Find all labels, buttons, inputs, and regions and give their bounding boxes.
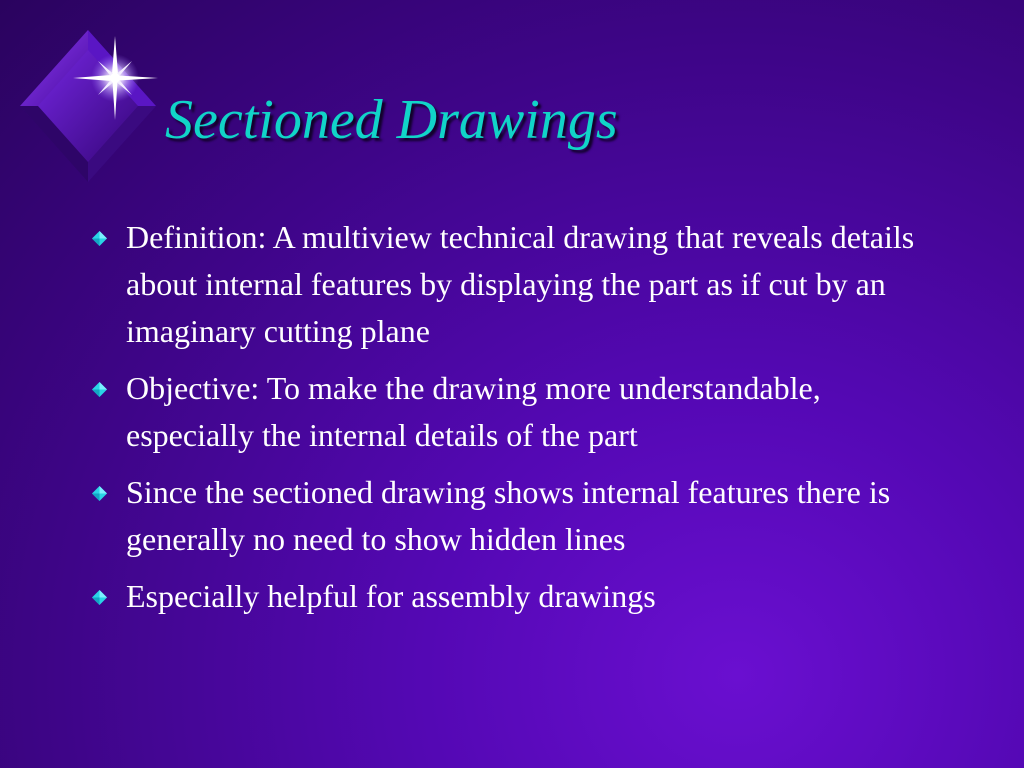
bullet-item [90, 365, 950, 459]
diamond-star-icon [18, 28, 168, 188]
slide-title: Sectioned Drawings [165, 89, 618, 151]
bullet-item [90, 214, 950, 355]
bullet-text: Since the sectioned drawing shows internal features there is generally no need to show hidden lines [126, 474, 891, 557]
bullet-text: Especially helpful for assembly drawings [126, 578, 656, 614]
diamond-bullet-icon [92, 382, 107, 397]
diamond-bullet-icon [92, 231, 107, 246]
bullet-list [90, 214, 950, 630]
bullet-item [90, 573, 950, 620]
diamond-bullet-icon [92, 590, 107, 605]
bullet-text: Objective: To make the drawing more understandable, especially the internal details of the part [126, 370, 821, 453]
bullet-item [90, 469, 950, 563]
diamond-bullet-icon [92, 486, 107, 501]
bullet-text: Definition: A multiview technical drawing that reveals details about internal features by displaying the part as if cut by an imaginary cutting plane [126, 219, 915, 349]
